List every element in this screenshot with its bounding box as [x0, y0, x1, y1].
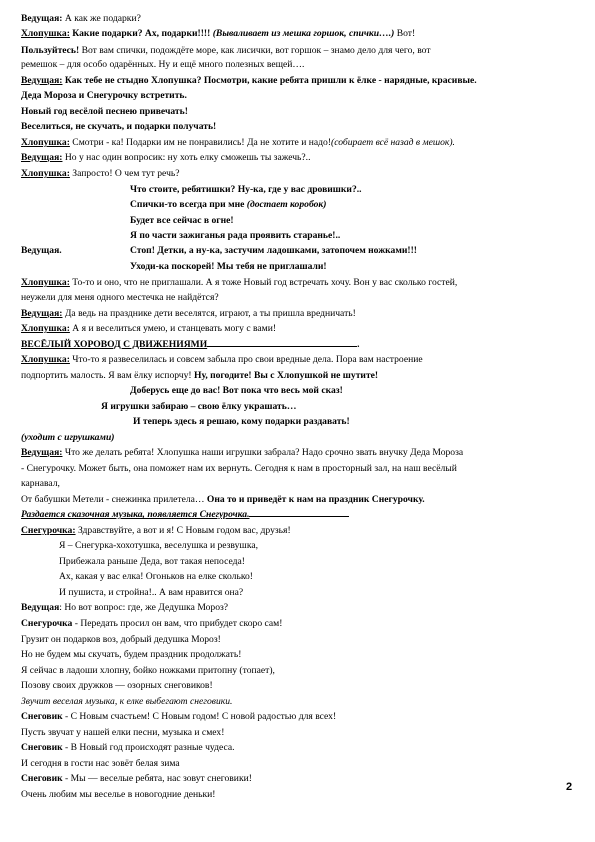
text-line: Ведущая.	[21, 245, 62, 256]
text-line: Грузит он подарков воз, добрый дедушка Мороз!	[21, 634, 221, 645]
text-line: - Снегурочку. Может быть, она поможет нам их вернуть. Сегодня к нам в просторный зал, на наш весёлый	[21, 463, 457, 474]
text-line: Ведущая: Но вот вопрос: где, же Дедушка Мороз?	[21, 602, 229, 613]
text-line: Деда Мороза и Снегурочку встретить.	[21, 90, 187, 101]
text-line: Я сейчас в ладоши хлопну, бойко ножками притопну (топает),	[21, 665, 275, 676]
text-line: Ведущая: Что же делать ребята! Хлопушка наши игрушки забрала? Надо срочно звать внучку Деда Мороза	[21, 447, 464, 458]
text-line: Хлопушка: А я и веселиться умею, и станцевать могу с вами!	[21, 323, 277, 334]
text-line: карнавал,	[21, 478, 60, 489]
stage-direction: Звучит веселая музыка, к елке выбегают снеговики.	[21, 696, 233, 707]
page-number: 2	[566, 781, 573, 793]
text-line: Но не будем мы скучать, будем праздник продолжать!	[21, 649, 242, 660]
section-heading: ВЕСЁЛЫЙ ХОРОВОД С ДВИЖЕНИЯМИ .	[21, 339, 360, 350]
text-line: Хлопушка: То-то и оно, что не приглашали. А я тоже Новый год встречать хочу. Вон у вас сколько гостей,	[21, 277, 458, 288]
text-line: Веселиться, не скучать, и подарки получать!	[21, 121, 217, 132]
text-line: Я игрушки забираю – свою ёлку украшать…	[101, 401, 297, 412]
text-line: Хлопушка: Запросто! О чем тут речь?	[21, 168, 180, 179]
text-line: Снегурочка - Передать просил он вам, что прибудет скоро сам!	[21, 618, 283, 629]
text-line: Будет все сейчас в огне!	[130, 215, 234, 226]
text-line: Прибежала раньше Деда, вот такая непоседа!	[59, 556, 245, 567]
text-line: ремешок – для особо одарённых. Ну и ещё много полезных вещей….	[21, 59, 305, 70]
text-line: Новый год весёлой песнею привечать!	[21, 106, 188, 117]
text-line: Пусть звучат у нашей елки песни, музыка и смех!	[21, 727, 225, 738]
text-line: Ведущая: А как же подарки?	[21, 13, 141, 24]
text-line: Ведущая: Как тебе не стыдно Хлопушка? Посмотри, какие ребята пришли к ёлке - нарядные, красивые.	[21, 75, 477, 86]
text-line: Уходи-ка поскорей! Мы тебя не приглашали!	[130, 261, 327, 272]
stage-direction: (уходит с игрушками)	[21, 432, 115, 443]
text-line: Ах, какая у вас елка! Огоньков на елке сколько!	[59, 571, 253, 582]
text-line: Хлопушка: Смотри - ка! Подарки им не понравились! Да не хотите и надо!(собирает всё назад в мешок).	[21, 137, 455, 148]
text-line: Я – Снегурка-хохотушка, веселушка и резвушка,	[59, 540, 258, 551]
text-line: Позову своих дружков — озорных снеговиков!	[21, 680, 213, 691]
text-line: И сегодня в гости нас зовёт белая зима	[21, 758, 180, 769]
text-line: Снеговик - В Новый год происходят разные чудеса.	[21, 742, 235, 753]
text-line: Снеговик - С Новым счастьем! С Новым годом! С новой радостью для всех!	[21, 711, 337, 722]
text-line: Хлопушка: Какие подарки? Ах, подарки!!!! (Вываливает из мешка горшок, спички….) Вот!	[21, 28, 416, 39]
text-line: Ведущая: Да ведь на празднике дети веселятся, играют, а ты пришла вредничать!	[21, 308, 356, 319]
text-line: Снегурочка: Здравствуйте, а вот и я! С Новым годом вас, друзья!	[21, 525, 291, 536]
text-line: От бабушки Метели - снежинка прилетела… Она то и приведёт к нам на праздник Снегурочку.	[21, 494, 425, 505]
text-line: Стоп! Детки, а ну-ка, застучим ладошками, затопочем ножками!!!	[130, 245, 418, 256]
text-line: Спички-то всегда при мне (достает коробок)	[130, 199, 327, 210]
text-line: Что стоите, ребятишки? Ну-ка, где у вас дровишки?..	[130, 184, 362, 195]
text-line: неужели для меня одного местечка не найдётся?	[21, 292, 219, 303]
text-line: Пользуйтесь! Вот вам спички, подождёте море, как лисички, вот горшок – знамо дело для чего, вот	[21, 45, 431, 56]
stage-direction: Раздается сказочная музыка, появляется Снегурочка.	[21, 508, 577, 521]
text-line: Снеговик - Мы — веселые ребята, нас зовут снеговики!	[21, 773, 252, 784]
text-line: И пушиста, и стройна!.. А вам нравится она?	[59, 587, 244, 598]
text-line: Хлопушка: Что-то я развеселилась и совсем забыла про свои вредные дела. Пора вам настроение	[21, 354, 423, 365]
text-line: Я по части зажиганья рада проявить старанье!..	[130, 230, 341, 241]
text-line: Очень любим мы веселье в новогодние деньки!	[21, 789, 216, 800]
text-line: И теперь здесь я решаю, кому подарки раздавать!	[133, 416, 350, 427]
text-line: Доберусь еще до вас! Вот пока что весь мой сказ!	[130, 385, 343, 396]
text-line: Ведущая: Но у нас один вопросик: ну хоть елку сможешь ты зажечь?..	[21, 152, 311, 163]
text-line: подпортить малость. Я вам ёлку испорчу! Ну, погодите! Вы с Хлопушкой не шутите!	[21, 370, 379, 381]
